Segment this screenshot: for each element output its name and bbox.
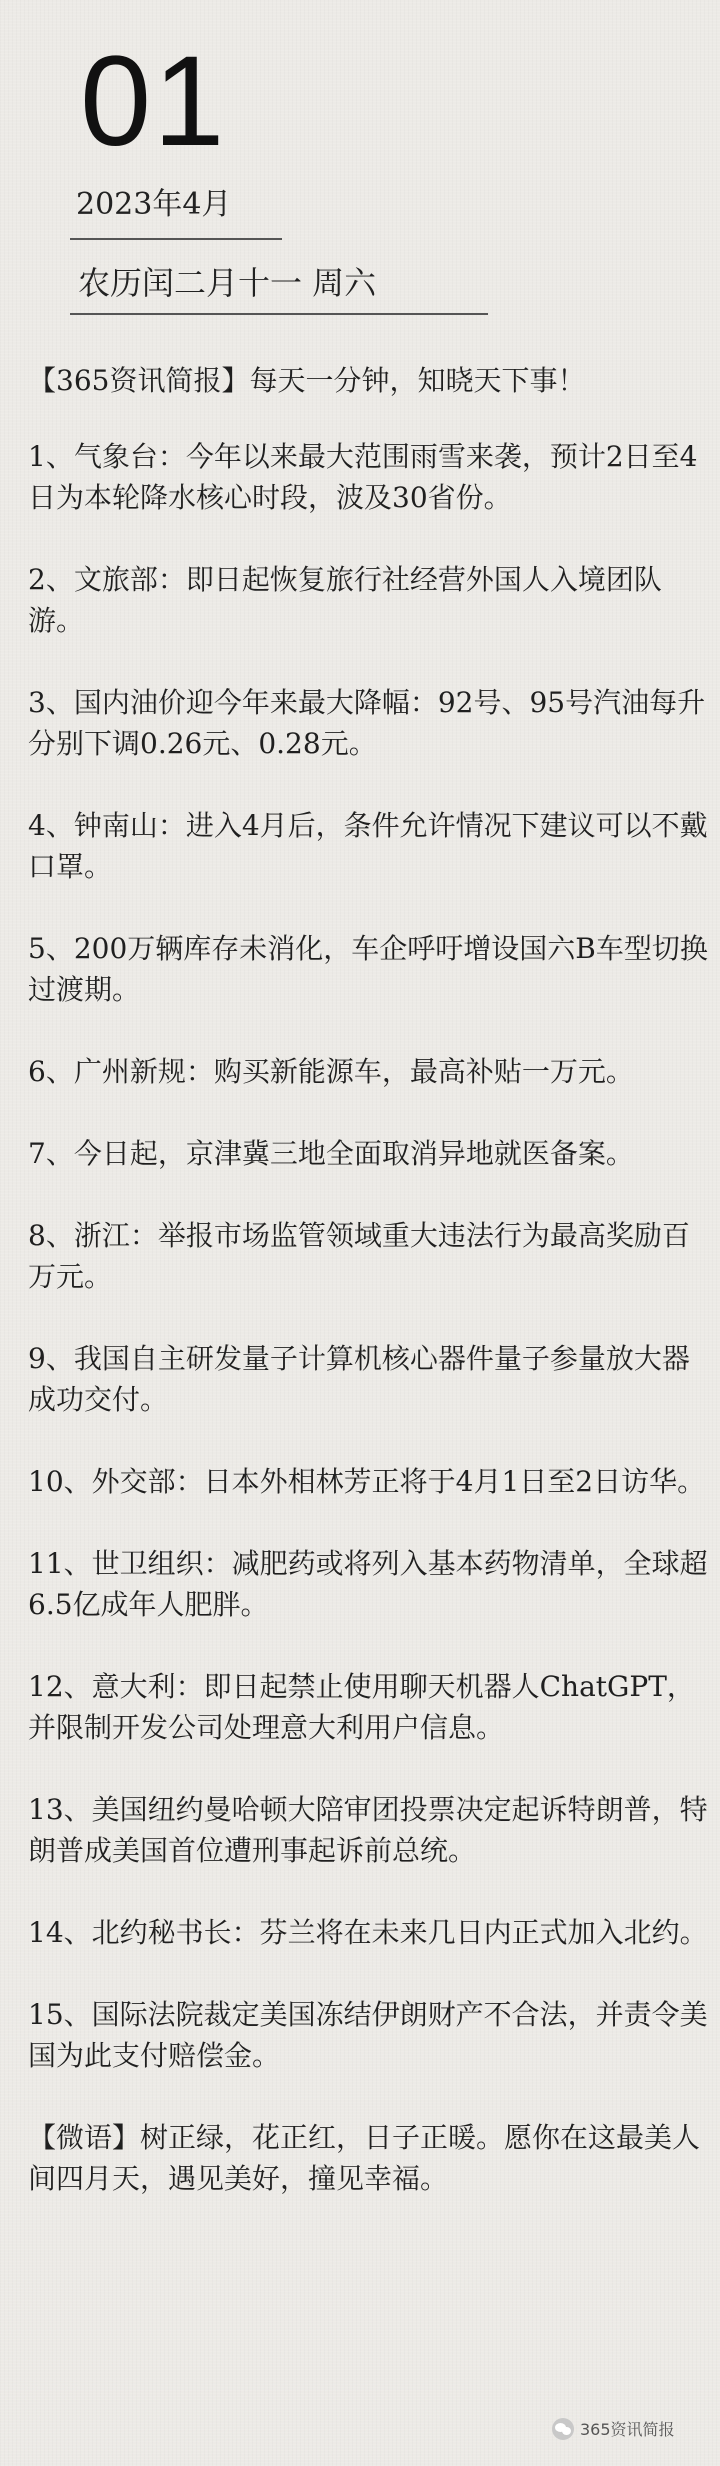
divider-line-short <box>70 238 282 240</box>
news-item: 9、我国自主研发量子计算机核心器件量子参量放大器成功交付。 <box>28 1342 690 1416</box>
news-item: 4、钟南山：进入4月后，条件允许情况下建议可以不戴口罩。 <box>28 809 708 883</box>
news-item: 5、200万辆库存未消化，车企呼吁增设国六B车型切换过渡期。 <box>28 932 708 1006</box>
day-number: 01 <box>80 30 227 173</box>
divider-line-long <box>70 313 488 315</box>
news-item: 7、今日起，京津冀三地全面取消异地就医备案。 <box>28 1137 634 1170</box>
news-item: 3、国内油价迎今年来最大降幅：92号、95号汽油每升分别下调0.26元、0.28元。 <box>28 686 706 760</box>
news-item: 6、广州新规：购买新能源车，最高补贴一万元。 <box>28 1055 634 1088</box>
news-item: 8、浙江：举报市场监管领域重大违法行为最高奖励百万元。 <box>28 1219 690 1293</box>
wechat-icon <box>552 2418 574 2440</box>
news-item: 1、气象台：今年以来最大范围雨雪来袭，预计2日至4日为本轮降水核心时段，波及30省份。 <box>28 440 698 514</box>
lunar-date-weekday: 农历闰二月十一 周六 <box>78 264 377 302</box>
news-item: 13、美国纽约曼哈顿大陪审团投票决定起诉特朗普，特朗普成美国首位遭刑事起诉前总统。 <box>28 1793 708 1867</box>
watermark-text: 365资讯简报 <box>580 2420 675 2439</box>
source-watermark <box>552 2417 675 2440</box>
year-month: 2023年4月 <box>76 187 232 222</box>
intro-line: 【365资讯简报】每天一分钟，知晓天下事！ <box>28 364 586 397</box>
closing-quote: 【微语】树正绿，花正红，日子正暖。愿你在这最美人间四月天，遇见美好，撞见幸福。 <box>28 2121 701 2195</box>
news-item: 11、世卫组织：减肥药或将列入基本药物清单，全球超6.5亿成年人肥胖。 <box>28 1547 708 1621</box>
news-item: 2、文旅部：即日起恢复旅行社经营外国人入境团队游。 <box>28 563 662 637</box>
news-item: 14、北约秘书长：芬兰将在未来几日内正式加入北约。 <box>28 1916 708 1949</box>
news-item: 12、意大利：即日起禁止使用聊天机器人ChatGPT，并限制开发公司处理意大利用户信息。 <box>28 1670 695 1744</box>
news-item: 10、外交部：日本外相林芳正将于4月1日至2日访华。 <box>28 1465 706 1498</box>
news-content <box>28 360 708 2234</box>
news-item: 15、国际法院裁定美国冻结伊朗财产不合法，并责令美国为此支付赔偿金。 <box>28 1998 708 2072</box>
